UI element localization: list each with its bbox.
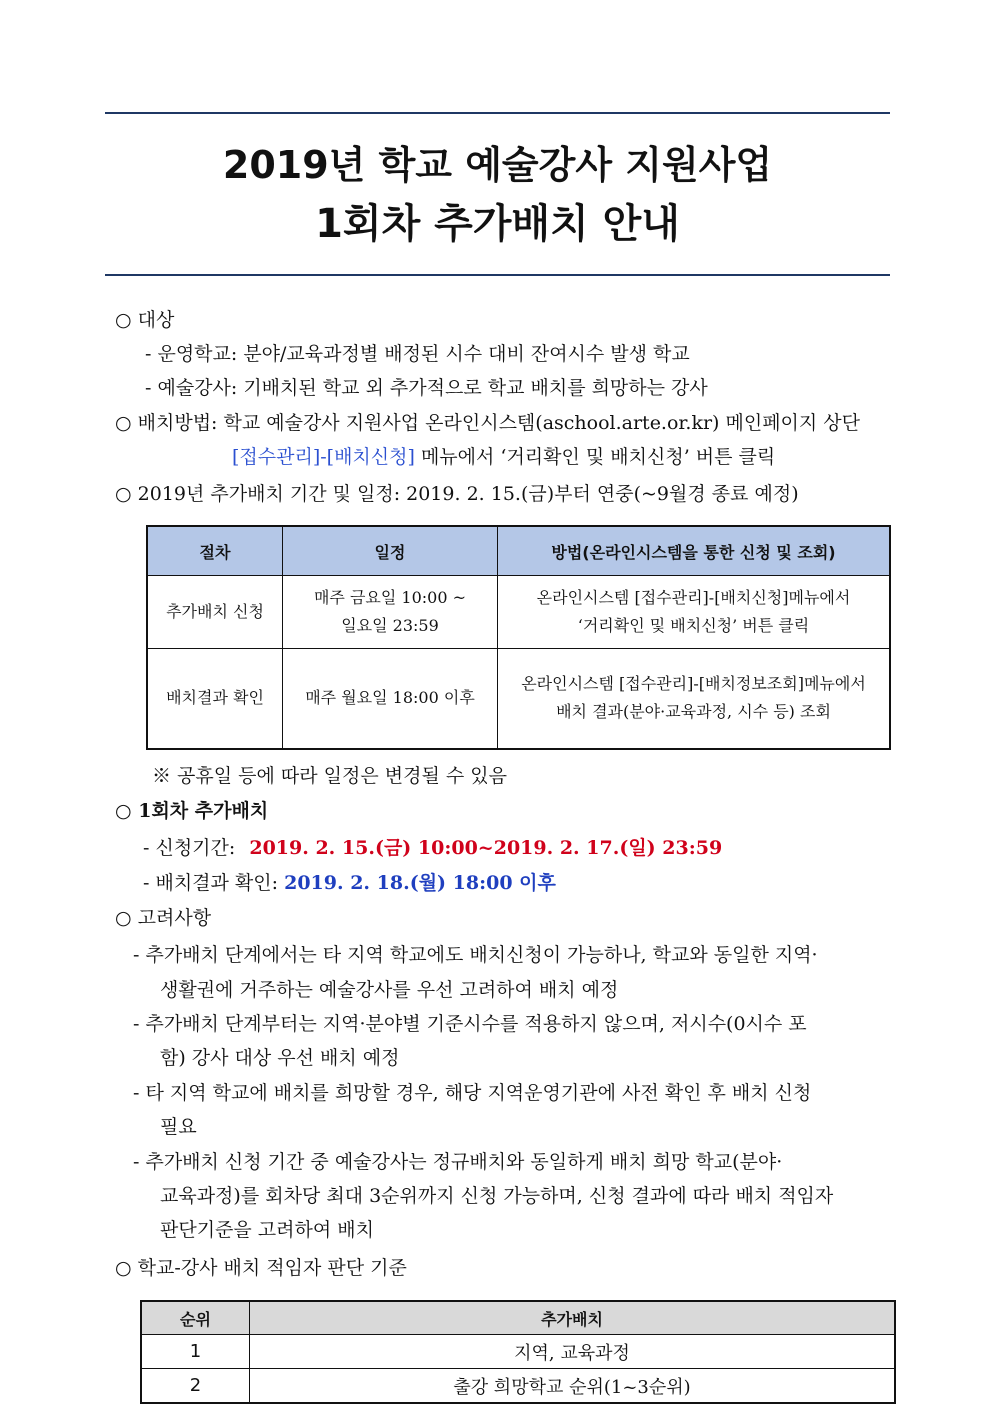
result-date-value: 2019. 2. 18.(월) 18:00 이후 — [284, 872, 556, 894]
criteria-cell: 출강 희망학교 순위(1~3순위) — [250, 1369, 896, 1404]
schedule-table — [146, 525, 891, 750]
bullet-icon: ○ — [115, 309, 132, 331]
target-item: - 운영학교: 분야/교육과정별 배정된 시수 대비 잔여시수 발생 학교 — [145, 343, 690, 365]
rank-cell: 2 — [141, 1369, 250, 1404]
table-cell: 매주 월요일 18:00 이후 — [283, 649, 498, 749]
header-cell: 일정 — [283, 526, 498, 576]
consideration-item-cont: 함) 강사 대상 우선 배치 예정 — [160, 1047, 400, 1069]
table-row — [147, 576, 890, 649]
apply-period-value: 2019. 2. 15.(금) 10:00~2019. 2. 17.(일) 23:59 — [249, 837, 723, 859]
header-cell: 절차 — [147, 526, 283, 576]
consideration-item-cont: 필요 — [160, 1116, 197, 1138]
page-title-line2: 1회차 추가배치 안내 — [315, 201, 680, 247]
considerations-heading: ○ 고려사항 — [115, 907, 212, 929]
target-item: - 예술강사: 기배치된 학교 외 추가적으로 학교 배치를 희망하는 강사 — [145, 377, 708, 399]
table-row — [141, 1369, 895, 1404]
bottom-rule — [105, 274, 890, 276]
bullet-icon: ○ — [115, 907, 132, 929]
header-cell: 순위 — [141, 1301, 250, 1335]
table-cell: 온라인시스템 [접수관리]-[배치신청]메뉴에서 ‘거리확인 및 배치신청’ 버튼 클릭 — [498, 576, 891, 649]
method-line: [접수관리]-[배치신청] 메뉴에서 ‘거리확인 및 배치신청’ 버튼 클릭 — [232, 446, 776, 468]
table-cell: 매주 금요일 10:00 ~ 일요일 23:59 — [283, 576, 498, 649]
consideration-item: - 추가배치 단계에서는 타 지역 학교에도 배치신청이 가능하나, 학교와 동일한 지역· — [133, 944, 818, 966]
target-heading: ○ 대상 — [115, 309, 175, 331]
consideration-item: - 추가배치 신청 기간 중 예술강사는 정규배치와 동일하게 배치 희망 학교(분야· — [133, 1151, 783, 1173]
page-title-line1: 2019년 학교 예술강사 지원사업 — [222, 143, 773, 187]
schedule-note: ※ 공휴일 등에 따라 일정은 변경될 수 있음 — [152, 765, 507, 787]
table-row — [141, 1335, 895, 1369]
criteria-cell: 지역, 교육과정 — [250, 1335, 896, 1369]
bullet-icon: ○ — [115, 412, 132, 434]
table-cell: 온라인시스템 [접수관리]-[배치정보조회]메뉴에서 배치 결과(분야·교육과정, 시수 등) 조회 — [498, 649, 891, 749]
table-cell: 배치결과 확인 — [147, 649, 283, 749]
criteria-table — [140, 1300, 896, 1404]
bullet-icon: ○ — [115, 483, 132, 505]
consideration-item: - 타 지역 학교에 배치를 희망할 경우, 해당 지역운영기관에 사전 확인 후 배치 신청 — [133, 1082, 812, 1104]
result-date-line: - 배치결과 확인: 2019. 2. 18.(월) 18:00 이후 — [143, 872, 556, 894]
consideration-item-cont: 판단기준을 고려하여 배치 — [160, 1219, 374, 1241]
header-cell: 방법(온라인시스템을 통한 신청 및 조회) — [498, 526, 891, 576]
method-line: ○ 배치방법: 학교 예술강사 지원사업 온라인시스템(aschool.arte.or.kr) 메인페이지 상단 — [115, 412, 861, 434]
bullet-icon: ○ — [115, 800, 132, 822]
apply-period-line: - 신청기간: 2019. 2. 15.(금) 10:00~2019. 2. 17.(일) 23:59 — [143, 837, 723, 859]
table-header-row — [147, 526, 890, 576]
consideration-item-cont: 생활권에 거주하는 예술강사를 우선 고려하여 배치 예정 — [160, 979, 619, 1001]
period-line: ○ 2019년 추가배치 기간 및 일정: 2019. 2. 15.(금)부터 연중(~9월경 종료 예정) — [115, 483, 799, 505]
table-cell: 추가배치 신청 — [147, 576, 283, 649]
consideration-item: - 추가배치 단계부터는 지역·분야별 기준시수를 적용하지 않으며, 저시수(0시수 포 — [133, 1013, 807, 1035]
top-rule — [105, 112, 890, 114]
criteria-heading: ○ 학교-강사 배치 적임자 판단 기준 — [115, 1257, 407, 1279]
header-cell: 추가배치 — [250, 1301, 896, 1335]
table-header-row — [141, 1301, 895, 1335]
consideration-item-cont: 교육과정)를 회차당 최대 3순위까지 신청 가능하며, 신청 결과에 따라 배치 적임자 — [160, 1185, 834, 1207]
first-round-heading: ○ 1회차 추가배치 — [115, 800, 269, 822]
bullet-icon: ○ — [115, 1257, 132, 1279]
table-row — [147, 649, 890, 749]
rank-cell: 1 — [141, 1335, 250, 1369]
menu-path: [접수관리]-[배치신청] — [232, 446, 415, 468]
